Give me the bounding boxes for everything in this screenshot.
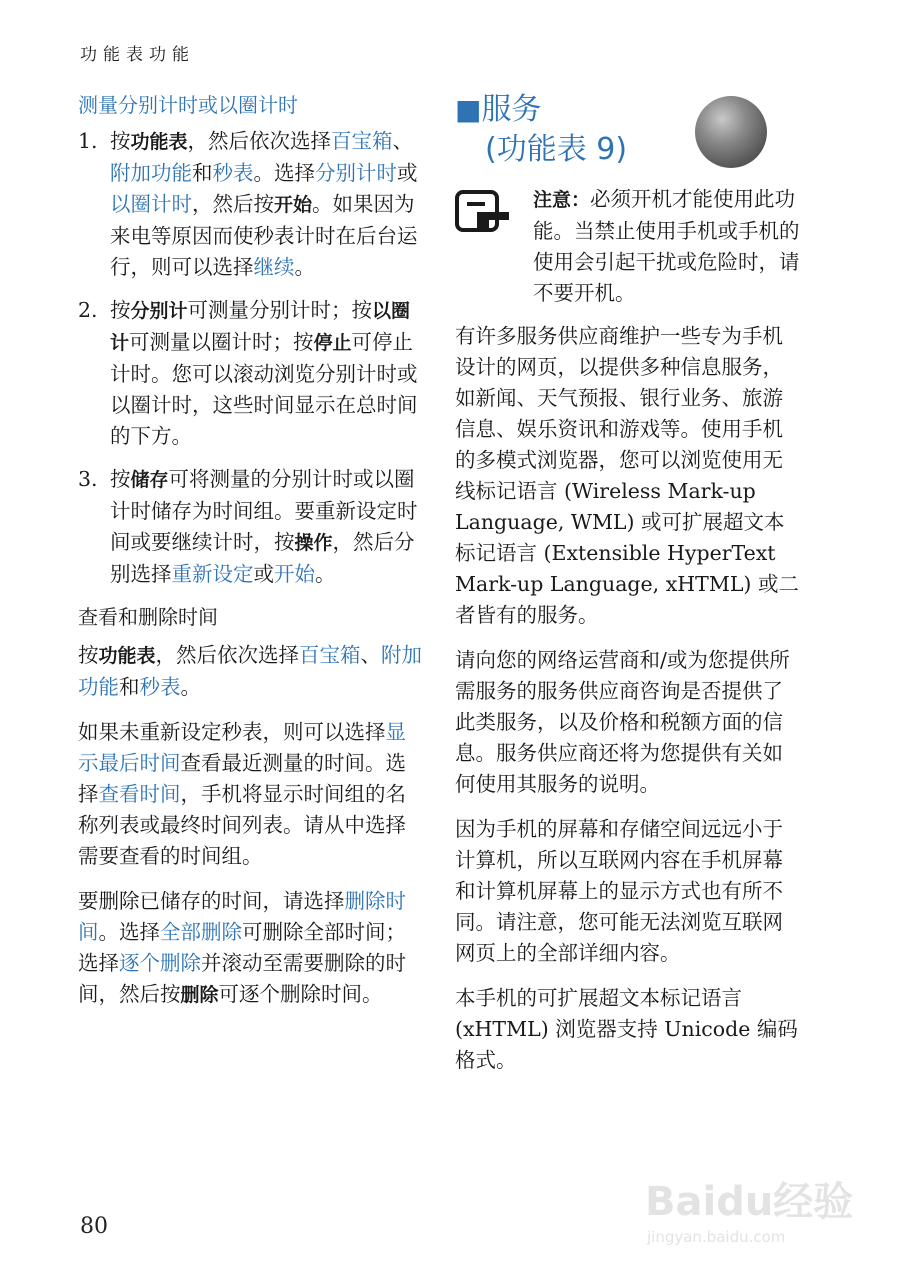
text-run: 查看最近测量的时间。选择: [78, 751, 406, 806]
key-label: 开始: [274, 194, 313, 216]
menu-option: 秒表: [212, 161, 254, 185]
subheading-view-delete: 查看和删除时间: [78, 605, 218, 629]
key-label: 停止: [313, 332, 352, 354]
menu-option: 附加功能: [110, 161, 192, 185]
step-number: 2.: [78, 298, 98, 322]
running-head: 功能表功能: [80, 45, 195, 65]
watermark-url: jingyan.baidu.com: [647, 1228, 786, 1246]
title-line-2: (功能表 9): [485, 132, 628, 167]
text-run: 按: [78, 643, 99, 667]
step-text: [110, 467, 418, 586]
text-run: 可测量以圈计时；按: [129, 330, 314, 354]
paragraph: 请向您的网络运营商和/或为您提供所需服务的服务供应商咨询是否提供了此类服务，以及价格和税额方面的信息。服务供应商还将为您提供有关如何使用其服务的说明。: [455, 648, 790, 796]
menu-option: 开始: [274, 562, 315, 586]
section-heading-split-lap: 测量分别计时或以圈计时: [78, 93, 298, 117]
paragraph: [78, 717, 423, 872]
key-label: 储存: [130, 469, 169, 491]
step-number: 3.: [78, 467, 98, 491]
key-label: 删除: [180, 984, 219, 1006]
note-hand-icon: [455, 190, 513, 234]
text-run: 要删除已储存的时间，请选择: [78, 889, 345, 913]
text-run: 。选择: [253, 161, 315, 185]
paragraph: 有许多服务供应商维护一些专为手机设计的网页，以提供多种信息服务，如新闻、天气预报、银行业务、旅游信息、娱乐资讯和游戏等。使用手机的多模式浏览器，您可以浏览使用无线标记语言 (Wireless Mark-up Language, WML) 或可扩展超文本标记语言 (Extensible HyperText Mark-up Language, xHTML) 或二者皆有的服务。: [455, 324, 799, 627]
right-column: [455, 90, 800, 1090]
baidu-watermark-logo: [645, 1152, 855, 1262]
text-run: ，然后分别选择: [110, 530, 415, 586]
text-run: 并滚动至需要删除的时间，然后按: [78, 951, 406, 1006]
text-run: 。: [294, 255, 315, 279]
step-item: [78, 464, 423, 590]
text-run: 如果未重新设定秒表，则可以选择: [78, 720, 386, 744]
text-run: 按: [110, 129, 131, 153]
text-run: 。选择: [98, 920, 160, 944]
page-number: 80: [80, 1214, 108, 1239]
text-run: 或: [397, 161, 418, 185]
paragraph: 本手机的可扩展超文本标记语言 (xHTML) 浏览器支持 Unicode 编码格式。: [455, 986, 798, 1072]
text-run: 。: [315, 562, 336, 586]
menu-option: 附加功能: [78, 643, 423, 699]
text-run: 、: [392, 129, 414, 153]
menu-option: 以圈计时: [110, 192, 192, 216]
globe-icon: [695, 96, 767, 168]
paragraph: [78, 640, 423, 703]
menu-option: 百宝箱: [331, 129, 393, 153]
menu-option: 显示最后时间: [78, 720, 406, 775]
menu-option: 百宝箱: [299, 643, 361, 667]
step-item: [78, 295, 423, 452]
text-run: 和: [119, 675, 140, 699]
text-run: ，然后依次选择: [155, 643, 300, 667]
text-run: 。: [180, 675, 201, 699]
title-line-1: 服务: [481, 92, 542, 127]
step-text: [110, 129, 418, 279]
menu-option: 查看时间: [98, 782, 181, 806]
text-run: ，手机将显示时间组的名称列表或最终时间列表。请从中选择需要查看的时间组。: [78, 782, 406, 868]
text-run: 可将测量的分别计时或以圈计时储存为时间组。要重新设定时间或要继续计时，按: [110, 467, 418, 554]
text-run: 按: [110, 298, 131, 322]
text-run: 按: [110, 467, 131, 491]
menu-option: 继续: [253, 255, 295, 279]
text-run: 、: [360, 643, 382, 667]
note-label: 注意：: [533, 189, 591, 211]
key-label: 功能表: [98, 645, 156, 667]
step-number: 1.: [78, 129, 98, 153]
left-column: [78, 90, 423, 1025]
menu-option: 重新设定: [171, 562, 254, 586]
key-label: 功能表: [130, 131, 188, 153]
title-square-icon: ■: [455, 93, 482, 126]
step-text: [110, 298, 418, 448]
menu-option: 秒表: [139, 675, 181, 699]
text-run: 可删除全部时间；选择: [78, 920, 406, 975]
text-run: 可停止计时。您可以滚动浏览分别计时或以圈计时，这些时间显示在总时间的下方。: [110, 330, 418, 448]
step-item: [78, 126, 423, 283]
menu-option: 删除时间: [78, 889, 406, 944]
text-run: ，然后依次选择: [187, 129, 332, 153]
note-text: 必须开机才能使用此功能。当禁止使用手机或手机的使用会引起干扰或危险时，请不要开机。: [533, 187, 800, 305]
text-run: ，然后按: [192, 192, 274, 216]
services-title-block: [455, 90, 800, 178]
paragraph: 因为手机的屏幕和存储空间远远小于计算机，所以互联网内容在手机屏幕和计算机屏幕上的显示方式也有所不同。请注意，您可能无法浏览互联网网页上的全部详细内容。: [455, 817, 783, 965]
menu-option: 逐个删除: [119, 951, 201, 975]
text-run: 。如果因为来电等原因而使秒表计时在后台运行，则可以选择: [110, 192, 418, 279]
text-run: 可逐个删除时间。: [218, 982, 383, 1006]
watermark-brand: Baidu经验: [645, 1179, 854, 1225]
text-run: 或: [253, 562, 274, 586]
paragraph: [78, 886, 423, 1011]
key-label: 操作: [294, 532, 333, 554]
key-label: 分别计: [130, 300, 188, 322]
menu-option: 分别计时: [315, 161, 397, 185]
note-block: [455, 184, 800, 309]
menu-option: 全部删除: [160, 920, 242, 944]
text-run: 可测量分别计时；按: [187, 298, 373, 322]
text-run: 和: [192, 161, 213, 185]
key-label: 以圈计: [110, 300, 411, 354]
steps-list: [78, 126, 423, 590]
